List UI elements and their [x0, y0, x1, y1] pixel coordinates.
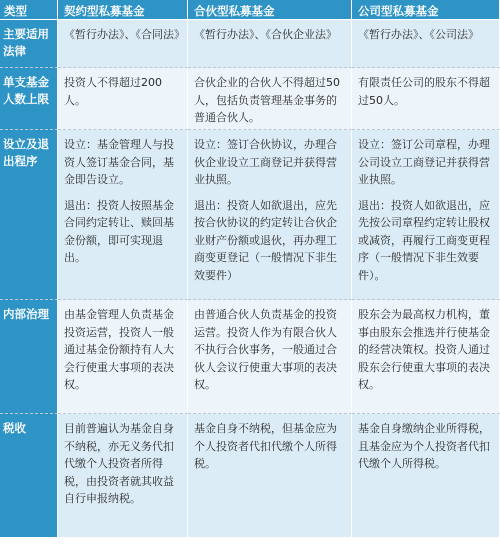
setup-text: 设立：基金管理人与投资人签订基金合同，基金即告设立。 — [64, 138, 174, 186]
exit-text: 退出：投资人如欲退出，应先按合伙协议的约定转让合伙企业财产份额或退伙，再办理工商变更登记（一般情况下非生效要件） — [194, 198, 337, 282]
limit-partnership — [188, 68, 352, 130]
law-company — [352, 20, 500, 68]
cell-text: 基金自身不纳税，但基金应为个人投资者代扣代缴个人所得税。 — [194, 422, 337, 470]
setup-partnership — [188, 130, 352, 300]
cell-text: 由基金管理人负责基金投资运营，投资人一般通过基金份额持有人大会行使重大事项的表决权。 — [64, 308, 174, 391]
row-label-setup-exit: 设立及退出程序 — [0, 130, 58, 300]
cell-text: 目前普遍认为基金自身不纳税，亦无义务代扣代缴个人投资者所得税，由投资者就其收益自行申报纳税。 — [64, 422, 174, 505]
header-company-fund: 公司型私募基金 — [352, 0, 500, 20]
exit-text: 退出：投资人按照基金合同约定转让、赎回基金份额，即可实现退出。 — [64, 198, 174, 264]
cell-text: 《暂行办法》、《合伙企业法》 — [194, 28, 337, 41]
cell-text: 合伙企业的合伙人不得超过50人，包括负责管理基金事务的普通合伙人。 — [194, 76, 340, 124]
cell-text: 《暂行办法》、《公司法》 — [358, 28, 479, 41]
exit-text: 退出：投资人如欲退出，应先按公司章程约定转让股权或减资，再履行工商变更程序（一般情况下非生效要件）。 — [358, 198, 490, 282]
cell-text: 投资人不得超过200人。 — [64, 76, 162, 107]
setup-text: 设立：签订公司章程，办理公司设立工商登记并获得营业执照。 — [358, 138, 490, 186]
governance-contract — [58, 300, 188, 414]
governance-partnership — [188, 300, 352, 414]
row-label-investor-limit: 单支基金人数上限 — [0, 68, 58, 130]
tax-partnership — [188, 414, 352, 538]
law-partnership — [188, 20, 352, 68]
tax-contract — [58, 414, 188, 538]
cell-text: 股东会为最高权力机构，董事由股东会推选并行使基金的经营决策权。投资人通过股东会行使重大事项的表决权。 — [358, 308, 490, 391]
law-contract — [58, 20, 188, 68]
header-type: 类型 — [0, 0, 58, 20]
row-label-tax: 税收 — [0, 414, 58, 538]
cell-text: 有限责任公司的股东不得超过50人。 — [358, 76, 490, 107]
setup-text: 设立：签订合伙协议，办理合伙企业设立工商登记并获得营业执照。 — [194, 138, 337, 186]
header-contract-fund: 契约型私募基金 — [58, 0, 188, 20]
header-partnership-fund: 合伙型私募基金 — [188, 0, 352, 20]
row-label-law: 主要适用法律 — [0, 20, 58, 68]
governance-company — [352, 300, 500, 414]
tax-company — [352, 414, 500, 538]
cell-text: 《暂行办法》、《合同法》 — [64, 28, 185, 41]
setup-contract — [58, 130, 188, 300]
setup-company — [352, 130, 500, 300]
cell-text: 基金自身缴纳企业所得税，且基金应为个人投资者代扣代缴个人所得税。 — [358, 422, 490, 470]
limit-contract — [58, 68, 188, 130]
cell-text: 由普通合伙人负责基金的投资运营。投资人作为有限合伙人不执行合伙事务，一般通过合伙人会议行使重大事项的表决权。 — [194, 308, 337, 391]
row-label-governance: 内部治理 — [0, 300, 58, 414]
limit-company — [352, 68, 500, 130]
